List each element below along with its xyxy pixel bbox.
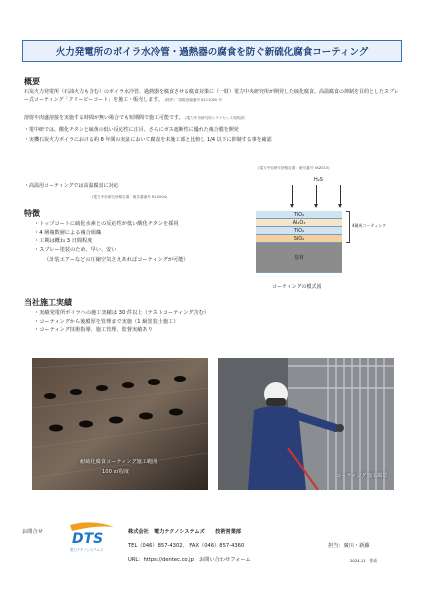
h2s-label: H₂S — [314, 177, 323, 183]
contact-label: お問合せ — [22, 529, 43, 535]
overview-paragraph-2 — [24, 114, 400, 122]
created-date: 2024.11 作成 — [350, 558, 378, 563]
diagram-caption: コーティングの模式図 — [272, 284, 322, 290]
overview-text: 石炭火力発電所（石油火力も含む）のボイラ水冷管、過熱器を腐食させる腐食対策に（一財）電力中央研究所が開発した硫化腐食、高温腐食の抑制を目的としたスプレー式コーティング「クリーピーコート」を施工・販売します。 — [24, 89, 399, 104]
license-note: (電力中央研究所とライセンス契約済） — [185, 116, 248, 120]
overview-bullet-1: ・電中研では、酸化チタンと硫黄の低い反応性に注目、さらにガス遮断性に優れた複合膜を開発 — [24, 127, 239, 133]
coated-wall-photo — [32, 358, 208, 490]
report-note-1: (電力中央研究所報告書：研究番号 YAZ015) — [258, 166, 330, 170]
overview-paragraph — [24, 88, 400, 104]
logo-subtext: 電力テクノシステムズ — [70, 548, 104, 552]
contact-person: 担当：廣川・新藤 — [328, 543, 370, 549]
coated-area-label: 耐硫化腐食コーティング施工範囲 — [80, 459, 158, 465]
list-item: ・ 4 層複数層による複合組織 — [34, 229, 244, 238]
coating-diagram — [246, 163, 406, 293]
bracket-label: 4層成コーティング — [352, 223, 387, 228]
list-item: ・ 実績発電所ボイラへの施工実績は 30 件以上（テストコーティング含む） — [34, 309, 394, 318]
layer-tio2-bottom: TiO₂ — [256, 227, 342, 235]
overview-heading: 概要 — [24, 77, 40, 86]
layer-tio2-top: TiO₂ — [256, 211, 342, 219]
layer-bracket — [346, 211, 350, 243]
coated-area-size: 100 ㎡程度 — [102, 469, 130, 475]
down-arrow-icon — [340, 185, 341, 205]
logo-text: DTS — [72, 531, 104, 547]
layer-sio2: SiO₂ — [256, 235, 342, 243]
list-item: ・ コーティングから後膜厚を管理まで実施（1 級塗装士施工） — [34, 318, 394, 327]
overview-bullet-2: ・実機石炭火力ボイラにおける約 8 年間の実証において腐食を未施工部と比較し 1/4 以下に抑制する事を確認 — [24, 137, 272, 143]
dts-logo-mark — [66, 521, 118, 553]
overview-text-2: 溶射や肉盛溶接を実施する時間が無い場合でも短期間で施工可能です。 — [24, 115, 184, 121]
coating-work-image — [218, 358, 394, 490]
list-item: ・ 工期は概ね 3 日間程度 — [34, 237, 244, 246]
list-item: ・ コーティング技術指導、施工管理、監督実績あり — [34, 326, 394, 335]
results-list — [34, 309, 394, 335]
list-item: ・ トップコートに硫化水素との反応性が低い酸化チタンを採用 — [34, 220, 244, 229]
substrate: 基材 — [256, 243, 342, 273]
features-heading: 特徴 — [24, 209, 40, 218]
overview-bullet-3: ・高温用コーティングでは高温腐食に対応 — [24, 183, 119, 189]
down-arrow-icon — [292, 185, 293, 205]
coating-work-photo — [218, 358, 394, 490]
layer-al2o3: Al₂O₃ — [256, 219, 342, 227]
coating-work-label: コーティング施工風景 — [336, 473, 388, 479]
dts-logo — [66, 521, 118, 553]
phone-fax: TEL（046）857-4302、 FAX（046）857-4360 — [128, 543, 245, 549]
patent-note: (特許） 国際登録番号 6111000 号 — [164, 98, 222, 103]
down-arrow-icon — [316, 185, 317, 205]
report-note-2: (電力中央研究所報告書：報告書番号 R10004) — [92, 195, 168, 199]
list-item: ・ スプレー塗装のため、早い、安い — [34, 246, 244, 255]
results-heading: 当社施工実績 — [24, 298, 72, 307]
features-note: （計装エアーなどの圧縮空気さえあればコーティングが可能） — [44, 257, 189, 263]
company-name: 株式会社 電力テクノシステムズ 技術営業部 — [128, 529, 242, 535]
website-url[interactable]: URL：https://dentec.co.jp お問い合わせフォーム — [128, 557, 251, 563]
features-list — [34, 220, 244, 254]
page-title: 火力発電所のボイラ水冷管・過熱器の腐食を防ぐ新硫化腐食コーティング — [22, 40, 402, 62]
